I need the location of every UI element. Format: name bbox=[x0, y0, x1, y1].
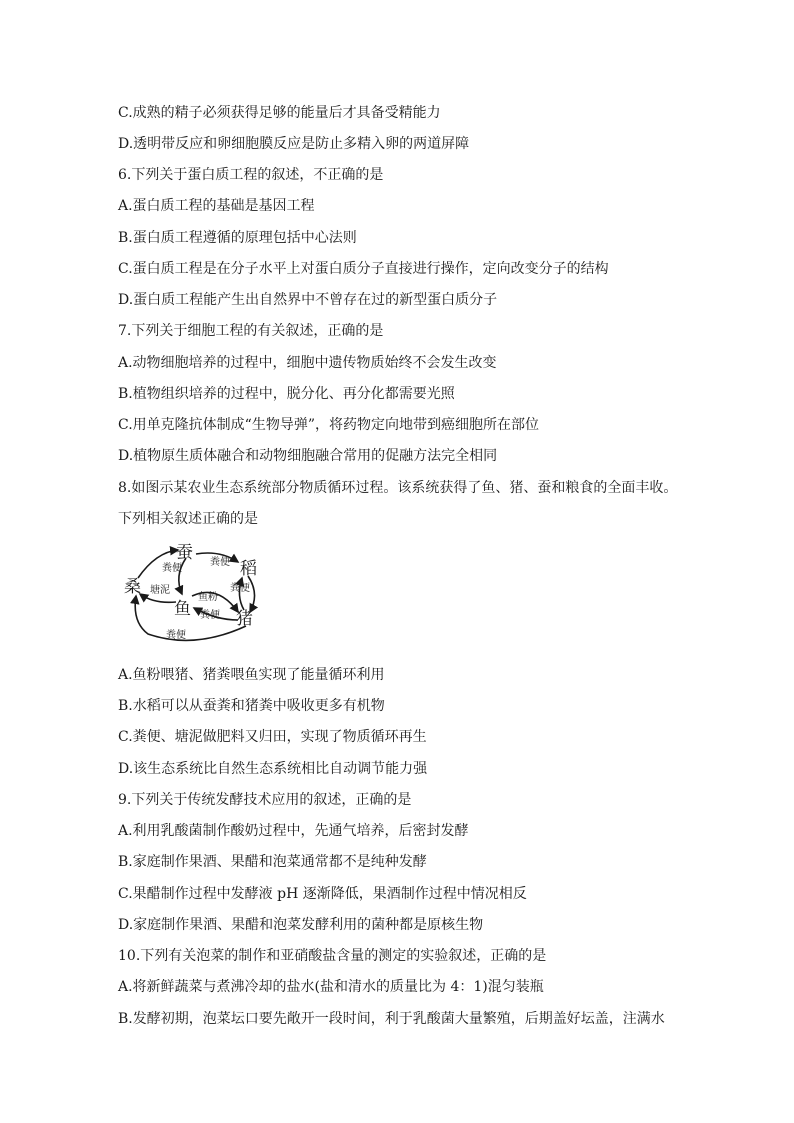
question-6-stem: 6.下列关于蛋白质工程的叙述，不正确的是 bbox=[118, 167, 384, 183]
option-b: B.水稻可以从蚕粪和猪粪中吸收更多有机物 bbox=[118, 698, 385, 714]
option-b: B.发酵初期，泡菜坛口要先敞开一段时间，利于乳酸菌大量繁殖，后期盖好坛盖，注满水 bbox=[118, 1011, 665, 1027]
option-b: B.家庭制作果酒、果醋和泡菜通常都不是纯种发酵 bbox=[118, 854, 427, 870]
text-line: D.透明带反应和卵细胞膜反应是防止多精入卵的两道屏障 bbox=[118, 136, 470, 152]
option-a: A.利用乳酸菌制作酸奶过程中，先通气培养，后密封发酵 bbox=[118, 823, 469, 839]
label-fishmeal: 鱼粉 bbox=[198, 592, 218, 603]
question-10-stem: 10.下列有关泡菜的制作和亚硝酸盐含量的测定的实验叙述，正确的是 bbox=[118, 948, 547, 964]
option-d: D.该生态系统比自然生态系统相比自动调节能力强 bbox=[118, 761, 428, 777]
label-pond-mud: 塘泥 bbox=[150, 585, 170, 596]
option-d: D.植物原生质体融合和动物细胞融合常用的促融方法完全相同 bbox=[118, 448, 498, 464]
question-9-stem: 9.下列关于传统发酵技术应用的叙述，正确的是 bbox=[118, 792, 412, 808]
option-c: C.蛋白质工程是在分子水平上对蛋白质分子直接进行操作，定向改变分子的结构 bbox=[118, 261, 609, 277]
option-a: A.鱼粉喂猪、猪粪喂鱼实现了能量循环利用 bbox=[118, 667, 385, 683]
ecosystem-cycle-diagram bbox=[118, 538, 268, 648]
option-b: B.植物组织培养的过程中，脱分化、再分化都需要光照 bbox=[118, 386, 455, 402]
node-rice: 稻 bbox=[240, 559, 257, 579]
node-silkworm: 蚕 bbox=[176, 543, 193, 563]
option-a: A.蛋白质工程的基础是基因工程 bbox=[118, 198, 315, 214]
text-line: C.成熟的精子必须获得足够的能量后才具备受精能力 bbox=[118, 105, 441, 121]
option-c: C.粪便、塘泥做肥料又归田，实现了物质循环再生 bbox=[118, 729, 427, 745]
question-8-stem: 8.如图示某农业生态系统部分物质循环过程。该系统获得了鱼、猪、蚕和粮食的全面丰收。 bbox=[118, 480, 678, 496]
question-7-stem: 7.下列关于细胞工程的有关叙述，正确的是 bbox=[118, 323, 384, 339]
edge-rice-pig bbox=[248, 576, 255, 612]
label-pig-to-fish: 粪便 bbox=[200, 610, 220, 621]
label-bottom: 粪便 bbox=[166, 630, 186, 641]
option-a: A.将新鲜蔬菜与煮沸冷却的盐水(盐和清水的质量比为 4：1)混匀装瓶 bbox=[118, 979, 544, 995]
option-c: C.用单克隆抗体制成“生物导弹”，将药物定向地带到癌细胞所在部位 bbox=[118, 417, 539, 433]
option-d: D.蛋白质工程能产生出自然界中不曾存在过的新型蛋白质分子 bbox=[118, 292, 498, 308]
option-a: A.动物细胞培养的过程中，细胞中遗传物质始终不会发生改变 bbox=[118, 355, 497, 371]
option-b: B.蛋白质工程遵循的原理包括中心法则 bbox=[118, 230, 357, 246]
option-d: D.家庭制作果酒、果醋和泡菜发酵利用的菌种都是原核生物 bbox=[118, 917, 484, 933]
label-silkworm-to-fish: 粪便 bbox=[162, 563, 182, 574]
option-c: C.果醋制作过程中发酵液 pH 逐渐降低，果酒制作过程中情况相反 bbox=[118, 886, 527, 902]
node-mulberry: 桑 bbox=[124, 577, 141, 597]
node-pig: 猪 bbox=[236, 609, 253, 629]
question-8-stem-cont: 下列相关叙述正确的是 bbox=[118, 511, 258, 527]
label-silkworm-to-rice: 粪便 bbox=[210, 557, 230, 568]
label-rice-pig: 粪便 bbox=[230, 583, 250, 594]
node-fish: 鱼 bbox=[174, 599, 191, 619]
